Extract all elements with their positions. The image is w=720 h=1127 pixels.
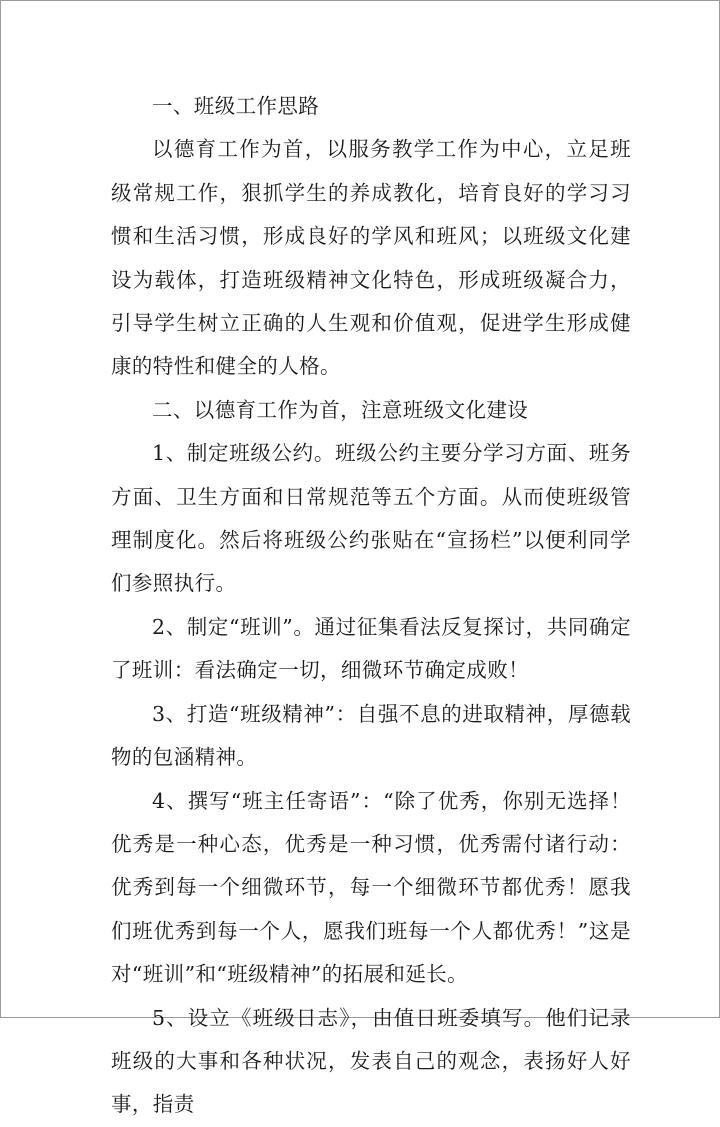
- document-body: [111, 85, 631, 1127]
- section-heading-2: 二、以德育工作为首，注意班级文化建设: [152, 397, 529, 422]
- paragraph-item-4: 4、撰写“班主任寄语”：“除了优秀，你别无选择！优秀是一种心态，优秀是一种习惯，优秀需付诸行动：优秀到每一个细微环节，每一个细微环节都优秀！愿我们班优秀到每一个人，愿我们班每一个人都优秀！”这是对“班训”和“班级精神”的拓展和延长。: [111, 788, 631, 987]
- paragraph-item-1: 1、制定班级公约。班级公约主要分学习方面、班务方面、卫生方面和日常规范等五个方面。从而使班级管理制度化。然后将班级公约张贴在“宣扬栏”以便利同学们参照执行。: [111, 441, 631, 596]
- paragraph-item-3: 3、打造“班级精神”：自强不息的进取精神，厚德载物的包涵精神。: [111, 701, 631, 770]
- paragraph-work-approach: 以德育工作为首，以服务教学工作为中心，立足班级常规工作，狠抓学生的养成教化，培育良好的学习习惯和生活习惯，形成良好的学风和班风；以班级文化建设为载体，打造班级精神文化特色，形成班级凝合力，引导学生树立正确的人生观和价值观，促进学生形成健康的特性和健全的人格。: [111, 137, 631, 379]
- section-heading-1: 一、班级工作思路: [152, 94, 320, 118]
- paragraph-item-5: 5、设立《班级日志》，由值日班委填写。他们记录班级的大事和各种状况，发表自己的观念，表扬好人好事，指责: [111, 1005, 631, 1117]
- paragraph-item-2: 2、制定“班训”。通过征集看法反复探讨，共同确定了班训：看法确定一切，细微环节确定成败！: [111, 614, 631, 683]
